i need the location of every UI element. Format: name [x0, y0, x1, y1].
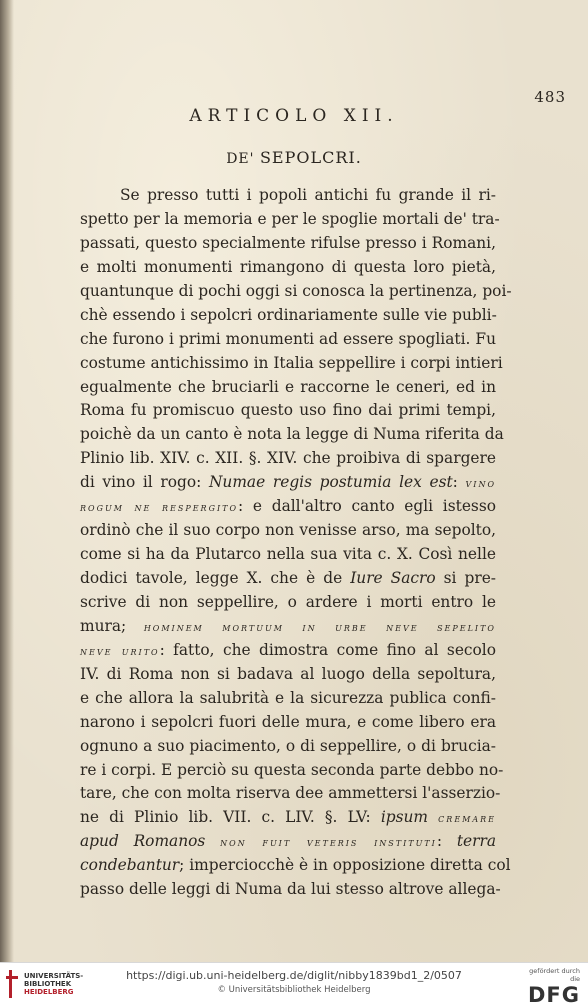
text-segment: passati, questo specialmente rifulse presso i Romani, — [80, 233, 496, 252]
text-line — [80, 663, 496, 687]
text-line — [80, 304, 496, 328]
text-segment: che furono i primi monumenti ad essere spogliati. Fu — [80, 329, 496, 348]
italic-text: Iure Sacro — [350, 569, 436, 587]
italic-text: apud Romanos — [80, 832, 206, 851]
text-line — [80, 280, 512, 304]
text-segment: come si ha da Plutarco nella sua vita c. X. Così nelle — [80, 545, 496, 564]
text-segment: egualmente che bruciarli e raccorne le ceneri, ed in — [80, 377, 496, 396]
text-line — [80, 495, 496, 519]
text-line — [80, 687, 496, 711]
book-gutter-shadow — [0, 0, 14, 962]
small-caps-latin-quote: neve urito — [80, 643, 160, 658]
text-segment: si pre- — [435, 569, 497, 587]
italic-text: terra — [456, 832, 496, 851]
text-line — [80, 806, 496, 830]
text-line — [80, 232, 496, 256]
text-line — [80, 447, 496, 471]
text-segment — [205, 832, 220, 850]
body-text — [80, 184, 512, 902]
dfg-logo[interactable] — [518, 967, 580, 1007]
page-number: 483 — [534, 88, 566, 106]
text-line — [80, 208, 500, 232]
article-title: ARTICOLO XII. — [189, 106, 399, 126]
text-segment: ne di Plinio lib. VII. c. LIV. §. LV: — [80, 808, 381, 827]
text-line — [80, 471, 496, 495]
permalink-url[interactable]: https://digi.ub.uni-heidelberg.de/diglit/nibby1839bd1_2/0507 — [126, 969, 462, 982]
text-segment: e che allora la salubrità e la sicurezza publica confi- — [80, 688, 496, 707]
text-segment: Roma fu promiscuo questo uso fino dai primi tempi, — [80, 401, 496, 420]
text-line — [80, 782, 501, 806]
text-segment: : e dall'altro canto egli istesso — [238, 497, 496, 516]
small-caps-latin-quote: cremare — [438, 811, 496, 826]
italic-text: condebantur — [80, 856, 180, 875]
text-segment: chè essendo i sepolcri ordinariamente sulle vie publi- — [80, 305, 497, 324]
text-segment: Se presso tutti i popoli antichi fu grande il ri- — [120, 186, 496, 204]
dfg-caption: gefördert durch die — [529, 967, 580, 983]
small-caps-latin-quote: non fuit veteris instituti — [220, 835, 437, 850]
text-line — [80, 184, 496, 208]
text-line — [80, 399, 496, 423]
subtitle-prefix: DE' — [226, 151, 255, 167]
text-segment: : — [452, 473, 466, 492]
text-segment: narono i sepolcri fuori delle mura, e come libero era — [80, 712, 496, 731]
text-line — [80, 591, 496, 615]
text-segment: quantunque di pochi oggi si conosca la pertinenza, poi- — [80, 281, 512, 300]
text-line — [80, 519, 496, 543]
text-line — [80, 759, 504, 783]
article-subtitle — [0, 148, 588, 167]
text-segment: dodici tavole, legge X. che è de — [80, 569, 351, 587]
text-line — [80, 543, 496, 567]
text-segment: ; imperciocchè è in opposizione diretta col — [179, 856, 511, 875]
viewer-footer — [0, 962, 588, 1007]
library-name-line-3: HEIDELBERG — [24, 988, 74, 996]
small-caps-latin-quote: vino — [465, 476, 497, 491]
text-segment: e molti monumenti rimangono di questa loro pietà, — [80, 257, 496, 276]
dfg-wordmark: DFG — [527, 983, 580, 1007]
text-line — [80, 256, 496, 280]
text-segment: costume antichissimo in Italia seppellire i corpi intieri — [80, 353, 503, 372]
italic-text: Numae regis postumia lex est — [208, 473, 453, 492]
text-segment: mura; — [80, 616, 144, 635]
text-segment: tare, che con molta riserva dee ammettersi l'asserzio- — [80, 784, 501, 803]
text-line — [80, 735, 496, 759]
text-line — [80, 711, 496, 735]
text-line — [80, 328, 496, 352]
library-name-line-2: BIBLIOTHEK — [24, 980, 72, 988]
text-segment: : fatto, che dimostra come fino al secolo — [159, 640, 496, 659]
text-segment: ognuno a suo piacimento, o di seppellire, o di brucia- — [80, 736, 496, 755]
text-segment — [428, 808, 438, 826]
text-segment: ordinò che il suo corpo non venisse arso, ma sepolto, — [80, 521, 496, 540]
text-segment: passo delle leggi di Numa da lui stesso altrove allega- — [80, 880, 501, 899]
text-line — [80, 376, 496, 400]
text-line — [80, 615, 496, 639]
text-segment: di vino il rogo: — [80, 473, 209, 492]
italic-text: ipsum — [380, 808, 429, 827]
text-line — [80, 423, 504, 447]
subtitle-main: SEPOLCRI. — [259, 148, 362, 167]
small-caps-latin-quote: hominem mortuum in urbe neve sepelito — [143, 619, 496, 634]
text-segment: : — [436, 832, 457, 851]
text-line — [80, 639, 496, 663]
text-segment: IV. di Roma non si badava al luogo della sepoltura, — [80, 664, 496, 683]
text-line — [80, 830, 496, 854]
text-line — [80, 352, 503, 376]
small-caps-latin-quote: rogum ne respergito — [80, 500, 239, 515]
text-segment: poichè da un canto è nota la legge di Numa riferita da — [80, 425, 504, 444]
library-name-line-1: UNIVERSITÄTS- — [24, 972, 84, 980]
text-line — [80, 854, 511, 878]
text-segment: re i corpi. E perciò su questa seconda parte debbo no- — [80, 760, 504, 779]
text-segment: spetto per la memoria e per le spoglie mortali de' tra- — [80, 209, 500, 228]
copyright-notice: © Universitätsbibliothek Heidelberg — [217, 985, 371, 995]
text-segment: scrive di non seppellire, o ardere i morti entro le — [80, 592, 496, 611]
text-line — [80, 878, 501, 902]
text-segment: Plinio lib. XIV. c. XII. §. XIV. che proibiva di spargere — [80, 449, 496, 468]
text-line — [80, 567, 496, 591]
